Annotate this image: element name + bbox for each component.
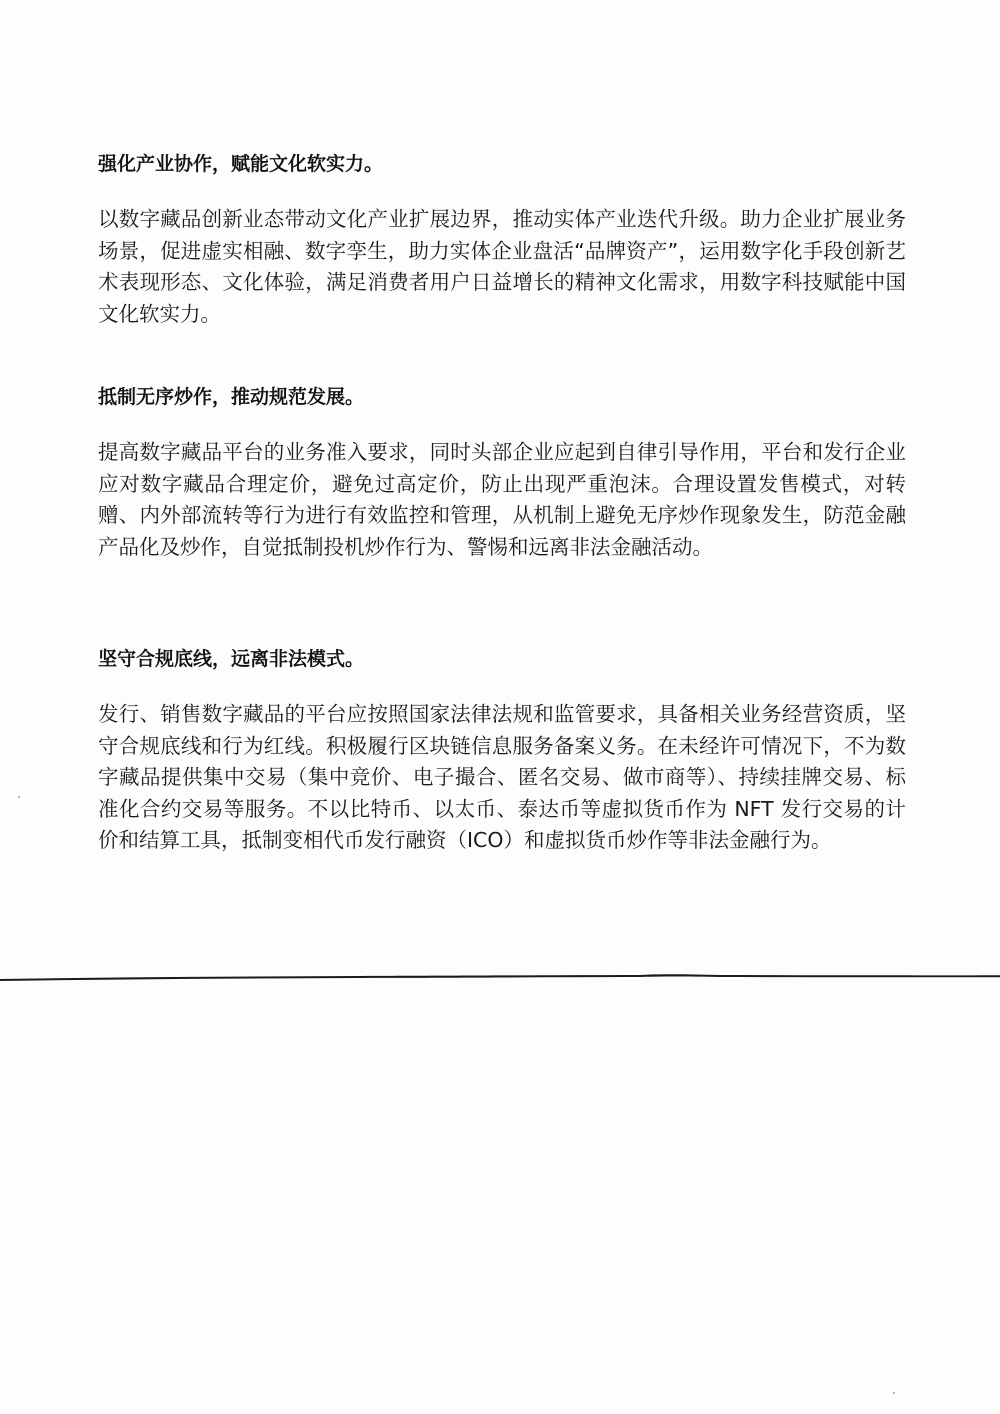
- section-title: 坚守合规底线，远离非法模式。: [98, 648, 365, 670]
- section-resist-speculation: [98, 383, 906, 563]
- section-title: 强化产业协作，赋能文化软实力。: [98, 153, 384, 175]
- scan-speck: [18, 796, 20, 798]
- section-body: 以数字藏品创新业态带动文化产业扩展边界，推动实体产业迭代升级。助力企业扩展业务场景，促进虚实相融、数字孪生，助力实体企业盘活“品牌资产”，运用数字化手段创新艺术表现形态、文化体验，满足消费者用户日益增长的精神文化需求，用数字科技赋能中国文化软实力。: [98, 207, 906, 326]
- section-compliance: [98, 645, 906, 857]
- scan-speck: [893, 1392, 895, 1394]
- section-body: 发行、销售数字藏品的平台应按照国家法律法规和监管要求，具备相关业务经营资质，坚守合规底线和行为红线。积极履行区块链信息服务备案义务。在未经许可情况下，不为数字藏品提供集中交易（集中竞价、电子撮合、匿名交易、做市商等）、持续挂牌交易、标准化合约交易等服务。不以比特币、以太币、泰达币等虚拟货币作为 NFT 发行交易的计价和结算工具，抵制变相代币发行融资（ICO）和虚拟货币炒作等非法金融行为。: [98, 702, 906, 853]
- horizontal-divider: [0, 970, 1000, 984]
- section-title: 抵制无序炒作，推动规范发展。: [98, 386, 365, 408]
- section-body: 提高数字藏品平台的业务准入要求，同时头部企业应起到自律引导作用，平台和发行企业应对数字藏品合理定价，避免过高定价，防止出现严重泡沫。合理设置发售模式，对转赠、内外部流转等行为进行有效监控和管理，从机制上避免无序炒作现象发生，防范金融产品化及炒作，自觉抵制投机炒作行为、警惕和远离非法金融活动。: [98, 440, 906, 559]
- section-industry-collaboration: [98, 150, 906, 330]
